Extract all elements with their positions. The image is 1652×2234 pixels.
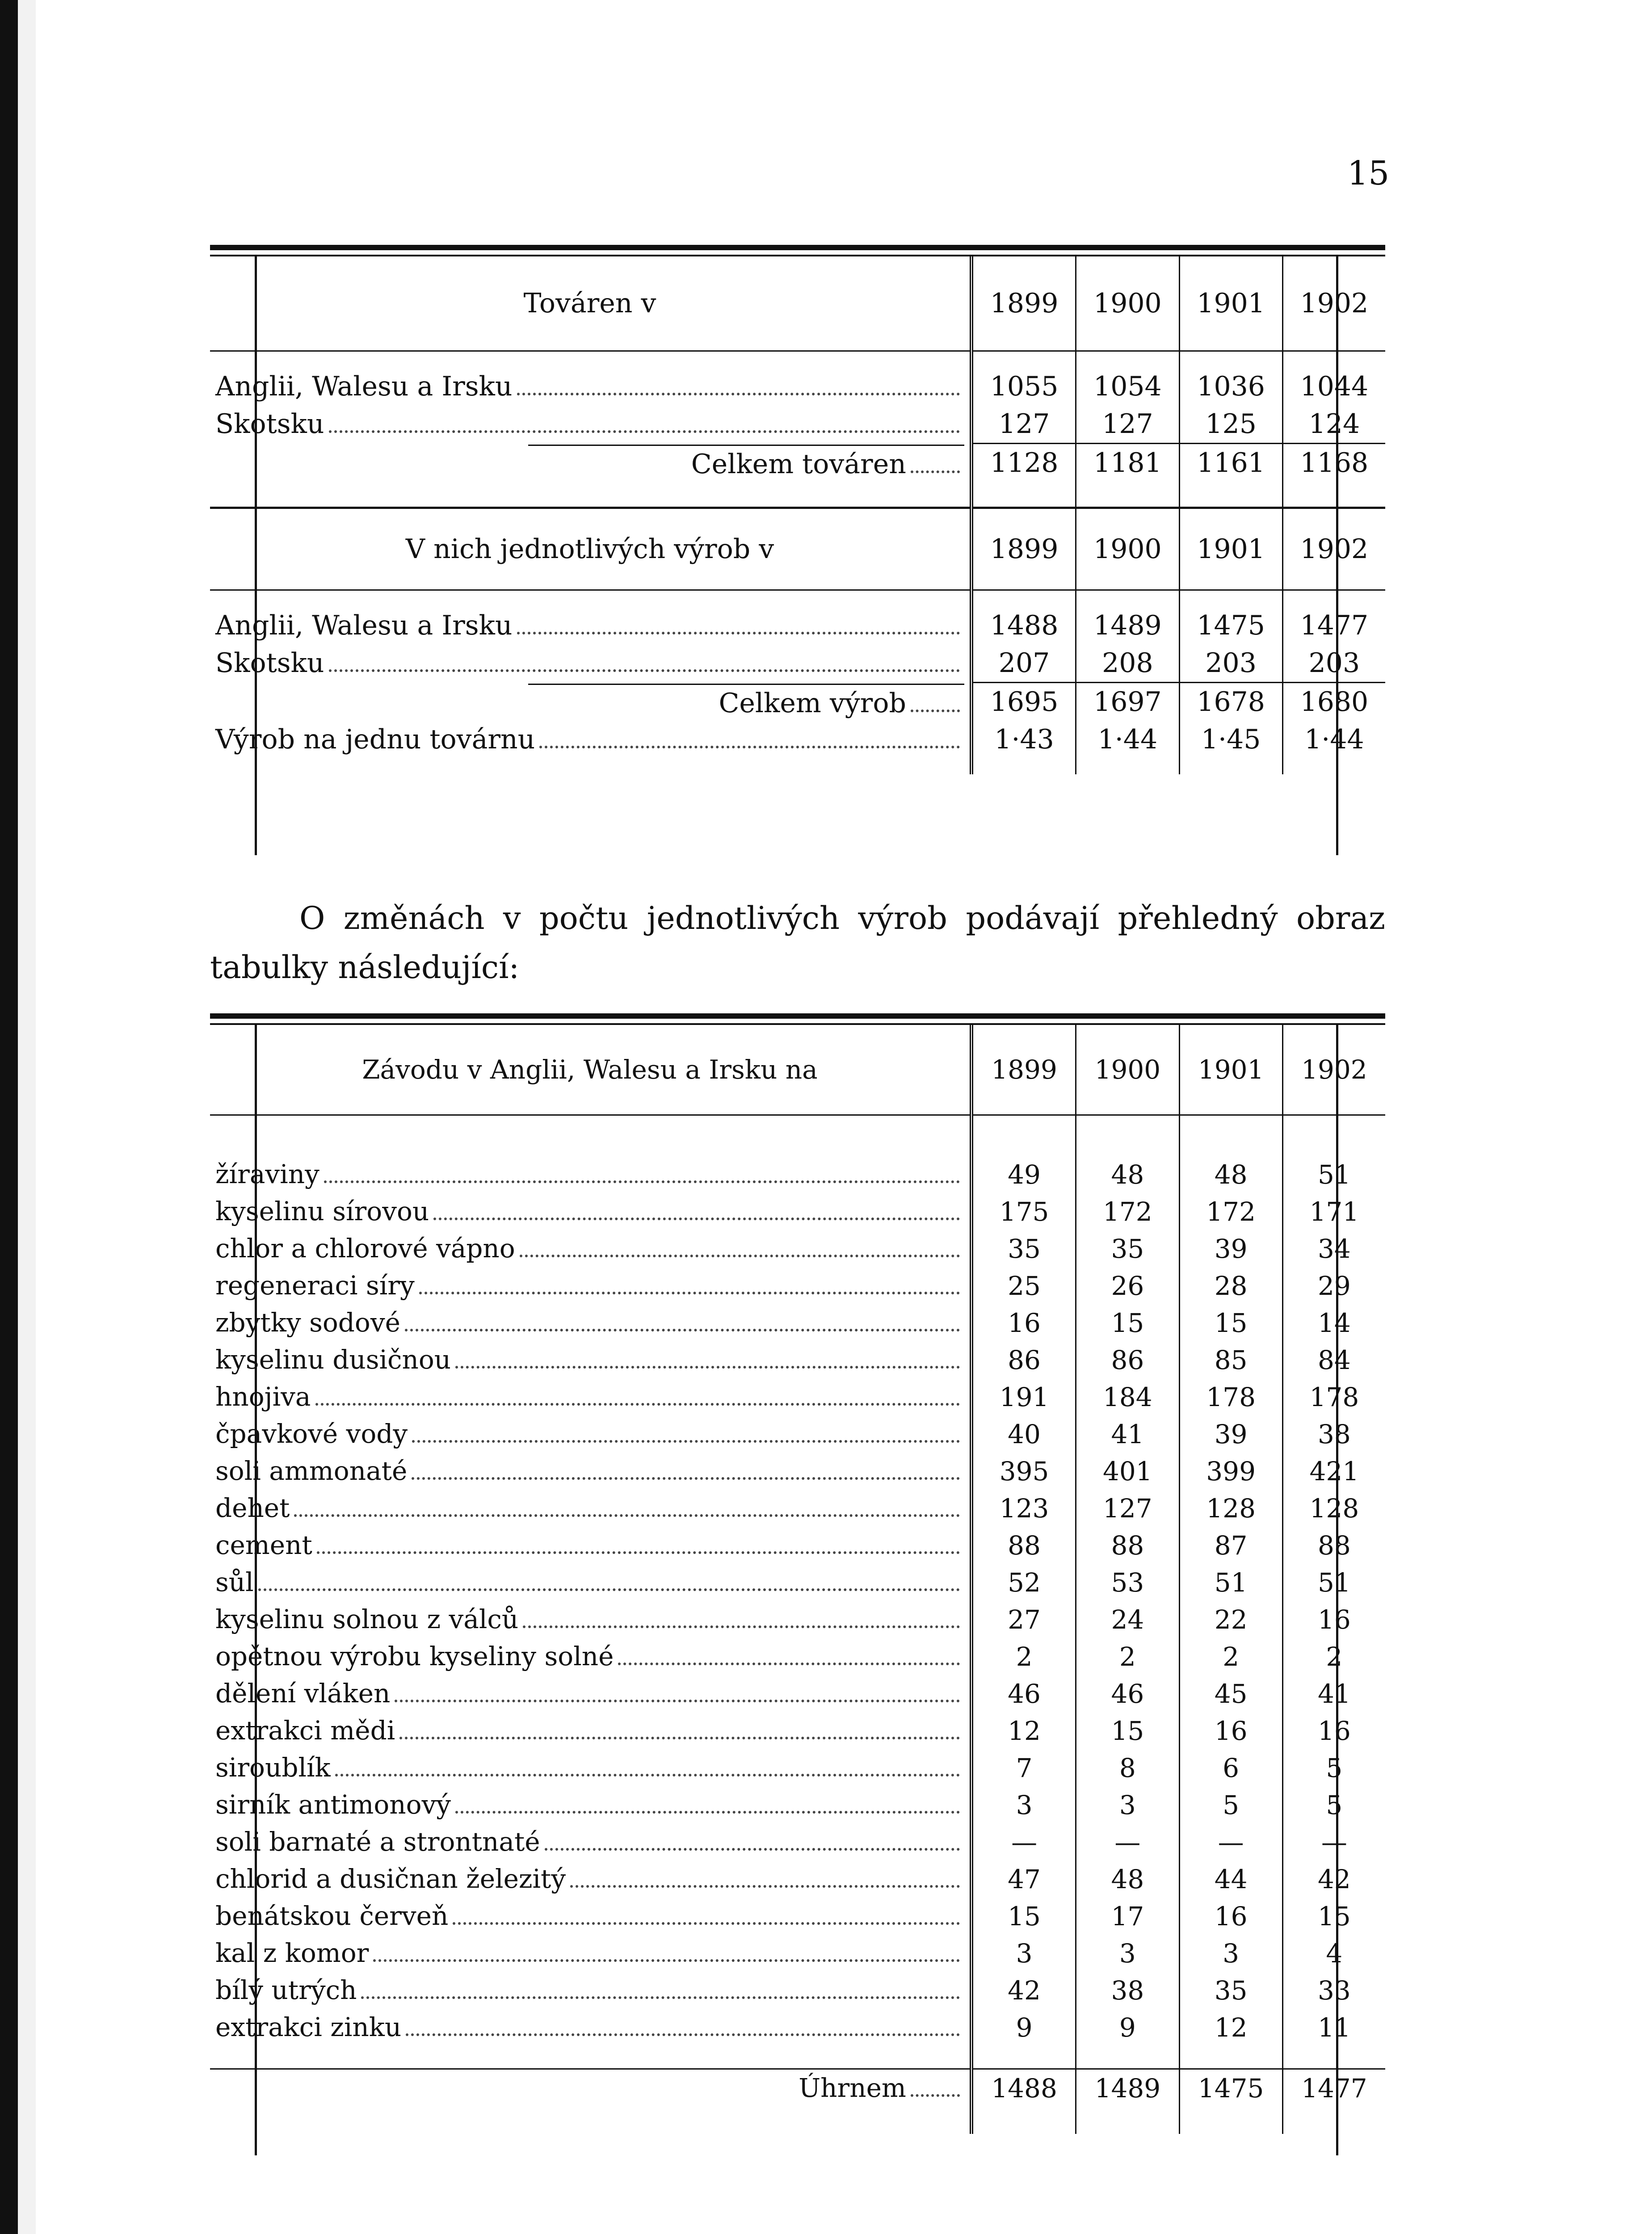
- cell-value: 1·43: [971, 721, 1076, 758]
- cell-value: 29: [1282, 1267, 1385, 1304]
- cell-value: 38: [1282, 1415, 1385, 1453]
- cell-value: 49: [971, 1156, 1076, 1193]
- table-row: [210, 1823, 1385, 1860]
- cell-value: 27: [971, 1601, 1076, 1638]
- cell-value: 5: [1179, 1786, 1282, 1823]
- year-header: 1900: [1076, 1025, 1179, 1115]
- row-label: zbytky sodové: [215, 1307, 400, 1338]
- row-label: čpavkové vody: [215, 1418, 408, 1449]
- table-row: [210, 1749, 1385, 1786]
- cell-value: 48: [1076, 1156, 1179, 1193]
- cell-value: 1489: [1076, 607, 1179, 644]
- total-value: 1697: [1076, 683, 1179, 721]
- cell-value: 16: [971, 1304, 1076, 1341]
- year-header: 1901: [1179, 1025, 1282, 1115]
- cell-value: 8: [1076, 1749, 1179, 1786]
- scan-edge: [0, 0, 18, 2234]
- cell-value: 2: [1179, 1638, 1282, 1675]
- cell-value: 46: [971, 1675, 1076, 1712]
- cell-value: 3: [971, 1786, 1076, 1823]
- cell-value: 38: [1076, 1972, 1179, 2009]
- row-label: kyselinu solnou z válců: [215, 1604, 519, 1634]
- table-row: [210, 1786, 1385, 1823]
- production-table: [210, 1025, 1385, 2134]
- cell-value: 51: [1179, 1564, 1282, 1601]
- cell-value: 84: [1282, 1341, 1385, 1378]
- cell-value: 16: [1179, 1898, 1282, 1935]
- header-divider: [210, 590, 1385, 607]
- cell-value: 399: [1179, 1453, 1282, 1490]
- table2-header: V nich jednotlivých výrob v: [210, 508, 971, 590]
- table-row: [210, 644, 1385, 683]
- row-label: soli barnaté a strontnaté: [215, 1826, 540, 1857]
- cell-value: 11: [1282, 2009, 1385, 2046]
- table-row: [210, 721, 1385, 758]
- cell-value: —: [971, 1823, 1076, 1860]
- cell-value: 51: [1282, 1156, 1385, 1193]
- table1-header: Továren v: [523, 288, 656, 319]
- total-value: 1695: [971, 683, 1076, 721]
- cell-value: 2: [971, 1638, 1076, 1675]
- cell-value: 203: [1179, 644, 1282, 683]
- row-label: opětnou výrobu kyseliny solné: [215, 1641, 614, 1671]
- table-row: [210, 1638, 1385, 1675]
- table2-header-row: [210, 508, 1385, 590]
- cell-value: 124: [1282, 405, 1385, 444]
- row-label: sůl: [215, 1566, 254, 1597]
- table1-top-rule: [210, 245, 1385, 250]
- table-row: [210, 405, 1385, 444]
- cell-value: 184: [1076, 1378, 1179, 1415]
- row-label: Výrob na jednu továrnu: [215, 723, 535, 755]
- year-header: 1902: [1282, 508, 1385, 590]
- table-row: [210, 1564, 1385, 1601]
- year-header: 1899: [971, 1025, 1076, 1115]
- cell-value: 178: [1282, 1378, 1385, 1415]
- cell-value: 15: [1179, 1304, 1282, 1341]
- cell-value: 35: [1076, 1230, 1179, 1267]
- table-row: [210, 1378, 1385, 1415]
- cell-value: 5: [1282, 1749, 1385, 1786]
- row-label: Skotsku: [215, 647, 324, 679]
- cell-value: 6: [1179, 1749, 1282, 1786]
- total-value: 1680: [1282, 683, 1385, 721]
- cell-value: 16: [1179, 1712, 1282, 1749]
- intro-paragraph: [210, 894, 1385, 992]
- year-header: 1901: [1179, 508, 1282, 590]
- table3-body: [210, 1156, 1385, 2046]
- total-row: [210, 683, 1385, 721]
- cell-value: 127: [971, 405, 1076, 444]
- cell-value: 3: [971, 1935, 1076, 1972]
- table-row: [210, 2009, 1385, 2046]
- cell-value: 9: [1076, 2009, 1179, 2046]
- cell-value: 39: [1179, 1415, 1282, 1453]
- cell-value: 16: [1282, 1601, 1385, 1638]
- cell-value: 52: [971, 1564, 1076, 1601]
- cell-value: 35: [1179, 1972, 1282, 2009]
- cell-value: 42: [1282, 1860, 1385, 1898]
- total-value: 1477: [1282, 2069, 1385, 2108]
- year-header: 1900: [1076, 508, 1179, 590]
- cell-value: 172: [1179, 1193, 1282, 1230]
- cell-value: 203: [1282, 644, 1385, 683]
- row-label: Anglii, Walesu a Irsku: [215, 370, 513, 402]
- total-value: 1181: [1076, 444, 1179, 482]
- table-row: [210, 1972, 1385, 2009]
- cell-value: 26: [1076, 1267, 1179, 1304]
- factories-table: [210, 256, 1385, 774]
- total-value: 1161: [1179, 444, 1282, 482]
- total-value: 1475: [1179, 2069, 1282, 2108]
- cell-value: 9: [971, 2009, 1076, 2046]
- row-label: extrakci mědi: [215, 1715, 395, 1746]
- cell-value: 125: [1179, 405, 1282, 444]
- cell-value: 128: [1282, 1490, 1385, 1527]
- row-label: extrakci zinku: [215, 2011, 402, 2042]
- cell-value: 3: [1076, 1786, 1179, 1823]
- total-value: 1488: [971, 2069, 1076, 2108]
- paragraph-text: O změnách v počtu jednotlivých výrob podávají přehledný obraz tabulky následující:: [210, 900, 1385, 986]
- table-row: [210, 1675, 1385, 1712]
- row-label: siroublík: [215, 1752, 331, 1783]
- total-value: 1678: [1179, 683, 1282, 721]
- cell-value: 15: [1076, 1304, 1179, 1341]
- table-row: [210, 1156, 1385, 1193]
- cell-value: 421: [1282, 1453, 1385, 1490]
- header-divider: [210, 1115, 1385, 1156]
- row-label: kyselinu dusičnou: [215, 1344, 451, 1375]
- table1-header-row: [210, 256, 1385, 351]
- row-label: sirník antimonový: [215, 1789, 451, 1820]
- header-divider: [210, 351, 1385, 368]
- cell-value: 3: [1076, 1935, 1179, 1972]
- cell-value: 87: [1179, 1527, 1282, 1564]
- table-row: [210, 1415, 1385, 1453]
- table-row: [210, 1490, 1385, 1527]
- cell-value: 17: [1076, 1898, 1179, 1935]
- cell-value: 24: [1076, 1601, 1179, 1638]
- row-label: regeneraci síry: [215, 1270, 415, 1301]
- cell-value: 40: [971, 1415, 1076, 1453]
- table-row: [210, 1267, 1385, 1304]
- scan-edge-shadow: [18, 0, 36, 2234]
- cell-value: 47: [971, 1860, 1076, 1898]
- cell-value: —: [1076, 1823, 1179, 1860]
- cell-value: 1·45: [1179, 721, 1282, 758]
- table-row: [210, 1341, 1385, 1378]
- cell-value: 85: [1179, 1341, 1282, 1378]
- row-label: hnojiva: [215, 1381, 311, 1412]
- cell-value: 1054: [1076, 368, 1179, 405]
- cell-value: 1475: [1179, 607, 1282, 644]
- row-label: cement: [215, 1529, 312, 1560]
- cell-value: 127: [1076, 405, 1179, 444]
- year-header: 1899: [971, 508, 1076, 590]
- table3-header: Závodu v Anglii, Walesu a Irsku na: [362, 1054, 818, 1085]
- year-header: 1901: [1179, 256, 1282, 351]
- year-header: 1900: [1076, 256, 1179, 351]
- cell-value: 401: [1076, 1453, 1179, 1490]
- total-label: Celkem výrob: [719, 688, 906, 719]
- row-label: kal z komor: [215, 1937, 369, 1968]
- row-label: žíraviny: [215, 1159, 319, 1189]
- year-header: 1902: [1282, 256, 1385, 351]
- cell-value: 14: [1282, 1304, 1385, 1341]
- cell-value: 1044: [1282, 368, 1385, 405]
- cell-value: 15: [1282, 1898, 1385, 1935]
- cell-value: 86: [971, 1341, 1076, 1378]
- cell-value: 1·44: [1076, 721, 1179, 758]
- table-row: [210, 368, 1385, 405]
- cell-value: 7: [971, 1749, 1076, 1786]
- cell-value: 123: [971, 1490, 1076, 1527]
- total-label: Celkem továren: [691, 449, 906, 480]
- cell-value: 42: [971, 1972, 1076, 2009]
- cell-value: 2: [1282, 1638, 1385, 1675]
- table-row: [210, 1898, 1385, 1935]
- cell-value: 1·44: [1282, 721, 1385, 758]
- year-header: 1902: [1282, 1025, 1385, 1115]
- total-label: Úhrnem: [799, 2073, 906, 2103]
- cell-value: 41: [1076, 1415, 1179, 1453]
- cell-value: 51: [1282, 1564, 1385, 1601]
- cell-value: 15: [971, 1898, 1076, 1935]
- cell-value: 41: [1282, 1675, 1385, 1712]
- cell-value: 33: [1282, 1972, 1385, 2009]
- cell-value: 395: [971, 1453, 1076, 1490]
- table-row: [210, 1304, 1385, 1341]
- table-row: [210, 607, 1385, 644]
- cell-value: 25: [971, 1267, 1076, 1304]
- cell-value: 172: [1076, 1193, 1179, 1230]
- row-label: dehet: [215, 1492, 290, 1523]
- cell-value: —: [1282, 1823, 1385, 1860]
- row-label: benátskou červeň: [215, 1900, 449, 1931]
- table-row: [210, 1527, 1385, 1564]
- cell-value: 88: [1076, 1527, 1179, 1564]
- cell-value: 44: [1179, 1860, 1282, 1898]
- cell-value: 127: [1076, 1490, 1179, 1527]
- table-row: [210, 1601, 1385, 1638]
- cell-value: 208: [1076, 644, 1179, 683]
- table-row: [210, 1193, 1385, 1230]
- cell-value: 48: [1179, 1156, 1282, 1193]
- table-row: [210, 1712, 1385, 1749]
- cell-value: 88: [971, 1527, 1076, 1564]
- row-label: chlor a chlorové vápno: [215, 1233, 515, 1264]
- table3-header-row: [210, 1025, 1385, 1115]
- cell-value: 34: [1282, 1230, 1385, 1267]
- cell-value: 207: [971, 644, 1076, 683]
- cell-value: —: [1179, 1823, 1282, 1860]
- row-label: bílý utrých: [215, 1974, 357, 2005]
- cell-value: 53: [1076, 1564, 1179, 1601]
- cell-value: 15: [1076, 1712, 1179, 1749]
- cell-value: 178: [1179, 1378, 1282, 1415]
- cell-value: 86: [1076, 1341, 1179, 1378]
- cell-value: 46: [1076, 1675, 1179, 1712]
- row-label: soli ammonaté: [215, 1455, 408, 1486]
- total-value: 1168: [1282, 444, 1385, 482]
- total-value: 1128: [971, 444, 1076, 482]
- cell-value: 5: [1282, 1786, 1385, 1823]
- cell-value: 48: [1076, 1860, 1179, 1898]
- table3-top-rule: [210, 1013, 1385, 1019]
- row-label: Anglii, Walesu a Irsku: [215, 609, 513, 641]
- table-row: [210, 1230, 1385, 1267]
- row-label: Skotsku: [215, 408, 324, 440]
- cell-value: 171: [1282, 1193, 1385, 1230]
- cell-value: 128: [1179, 1490, 1282, 1527]
- cell-value: 2: [1076, 1638, 1179, 1675]
- cell-value: 175: [971, 1193, 1076, 1230]
- year-header: 1899: [971, 256, 1076, 351]
- cell-value: 1055: [971, 368, 1076, 405]
- table-row: [210, 1453, 1385, 1490]
- cell-value: 191: [971, 1378, 1076, 1415]
- cell-value: 22: [1179, 1601, 1282, 1638]
- cell-value: 1036: [1179, 368, 1282, 405]
- cell-value: 1477: [1282, 607, 1385, 644]
- cell-value: 28: [1179, 1267, 1282, 1304]
- cell-value: 35: [971, 1230, 1076, 1267]
- total-value: 1489: [1076, 2069, 1179, 2108]
- table-row: [210, 1860, 1385, 1898]
- cell-value: 88: [1282, 1527, 1385, 1564]
- row-label: chlorid a dusičnan železitý: [215, 1863, 566, 1894]
- total-row: [210, 2069, 1385, 2108]
- cell-value: 45: [1179, 1675, 1282, 1712]
- cell-value: 16: [1282, 1712, 1385, 1749]
- row-label: dělení vláken: [215, 1678, 391, 1709]
- total-row: [210, 444, 1385, 482]
- page-number: 15: [1347, 154, 1390, 193]
- cell-value: 3: [1179, 1935, 1282, 1972]
- cell-value: 1488: [971, 607, 1076, 644]
- cell-value: 4: [1282, 1935, 1385, 1972]
- row-label: kyselinu sírovou: [215, 1196, 429, 1226]
- table-row: [210, 1935, 1385, 1972]
- cell-value: 12: [1179, 2009, 1282, 2046]
- cell-value: 12: [971, 1712, 1076, 1749]
- cell-value: 39: [1179, 1230, 1282, 1267]
